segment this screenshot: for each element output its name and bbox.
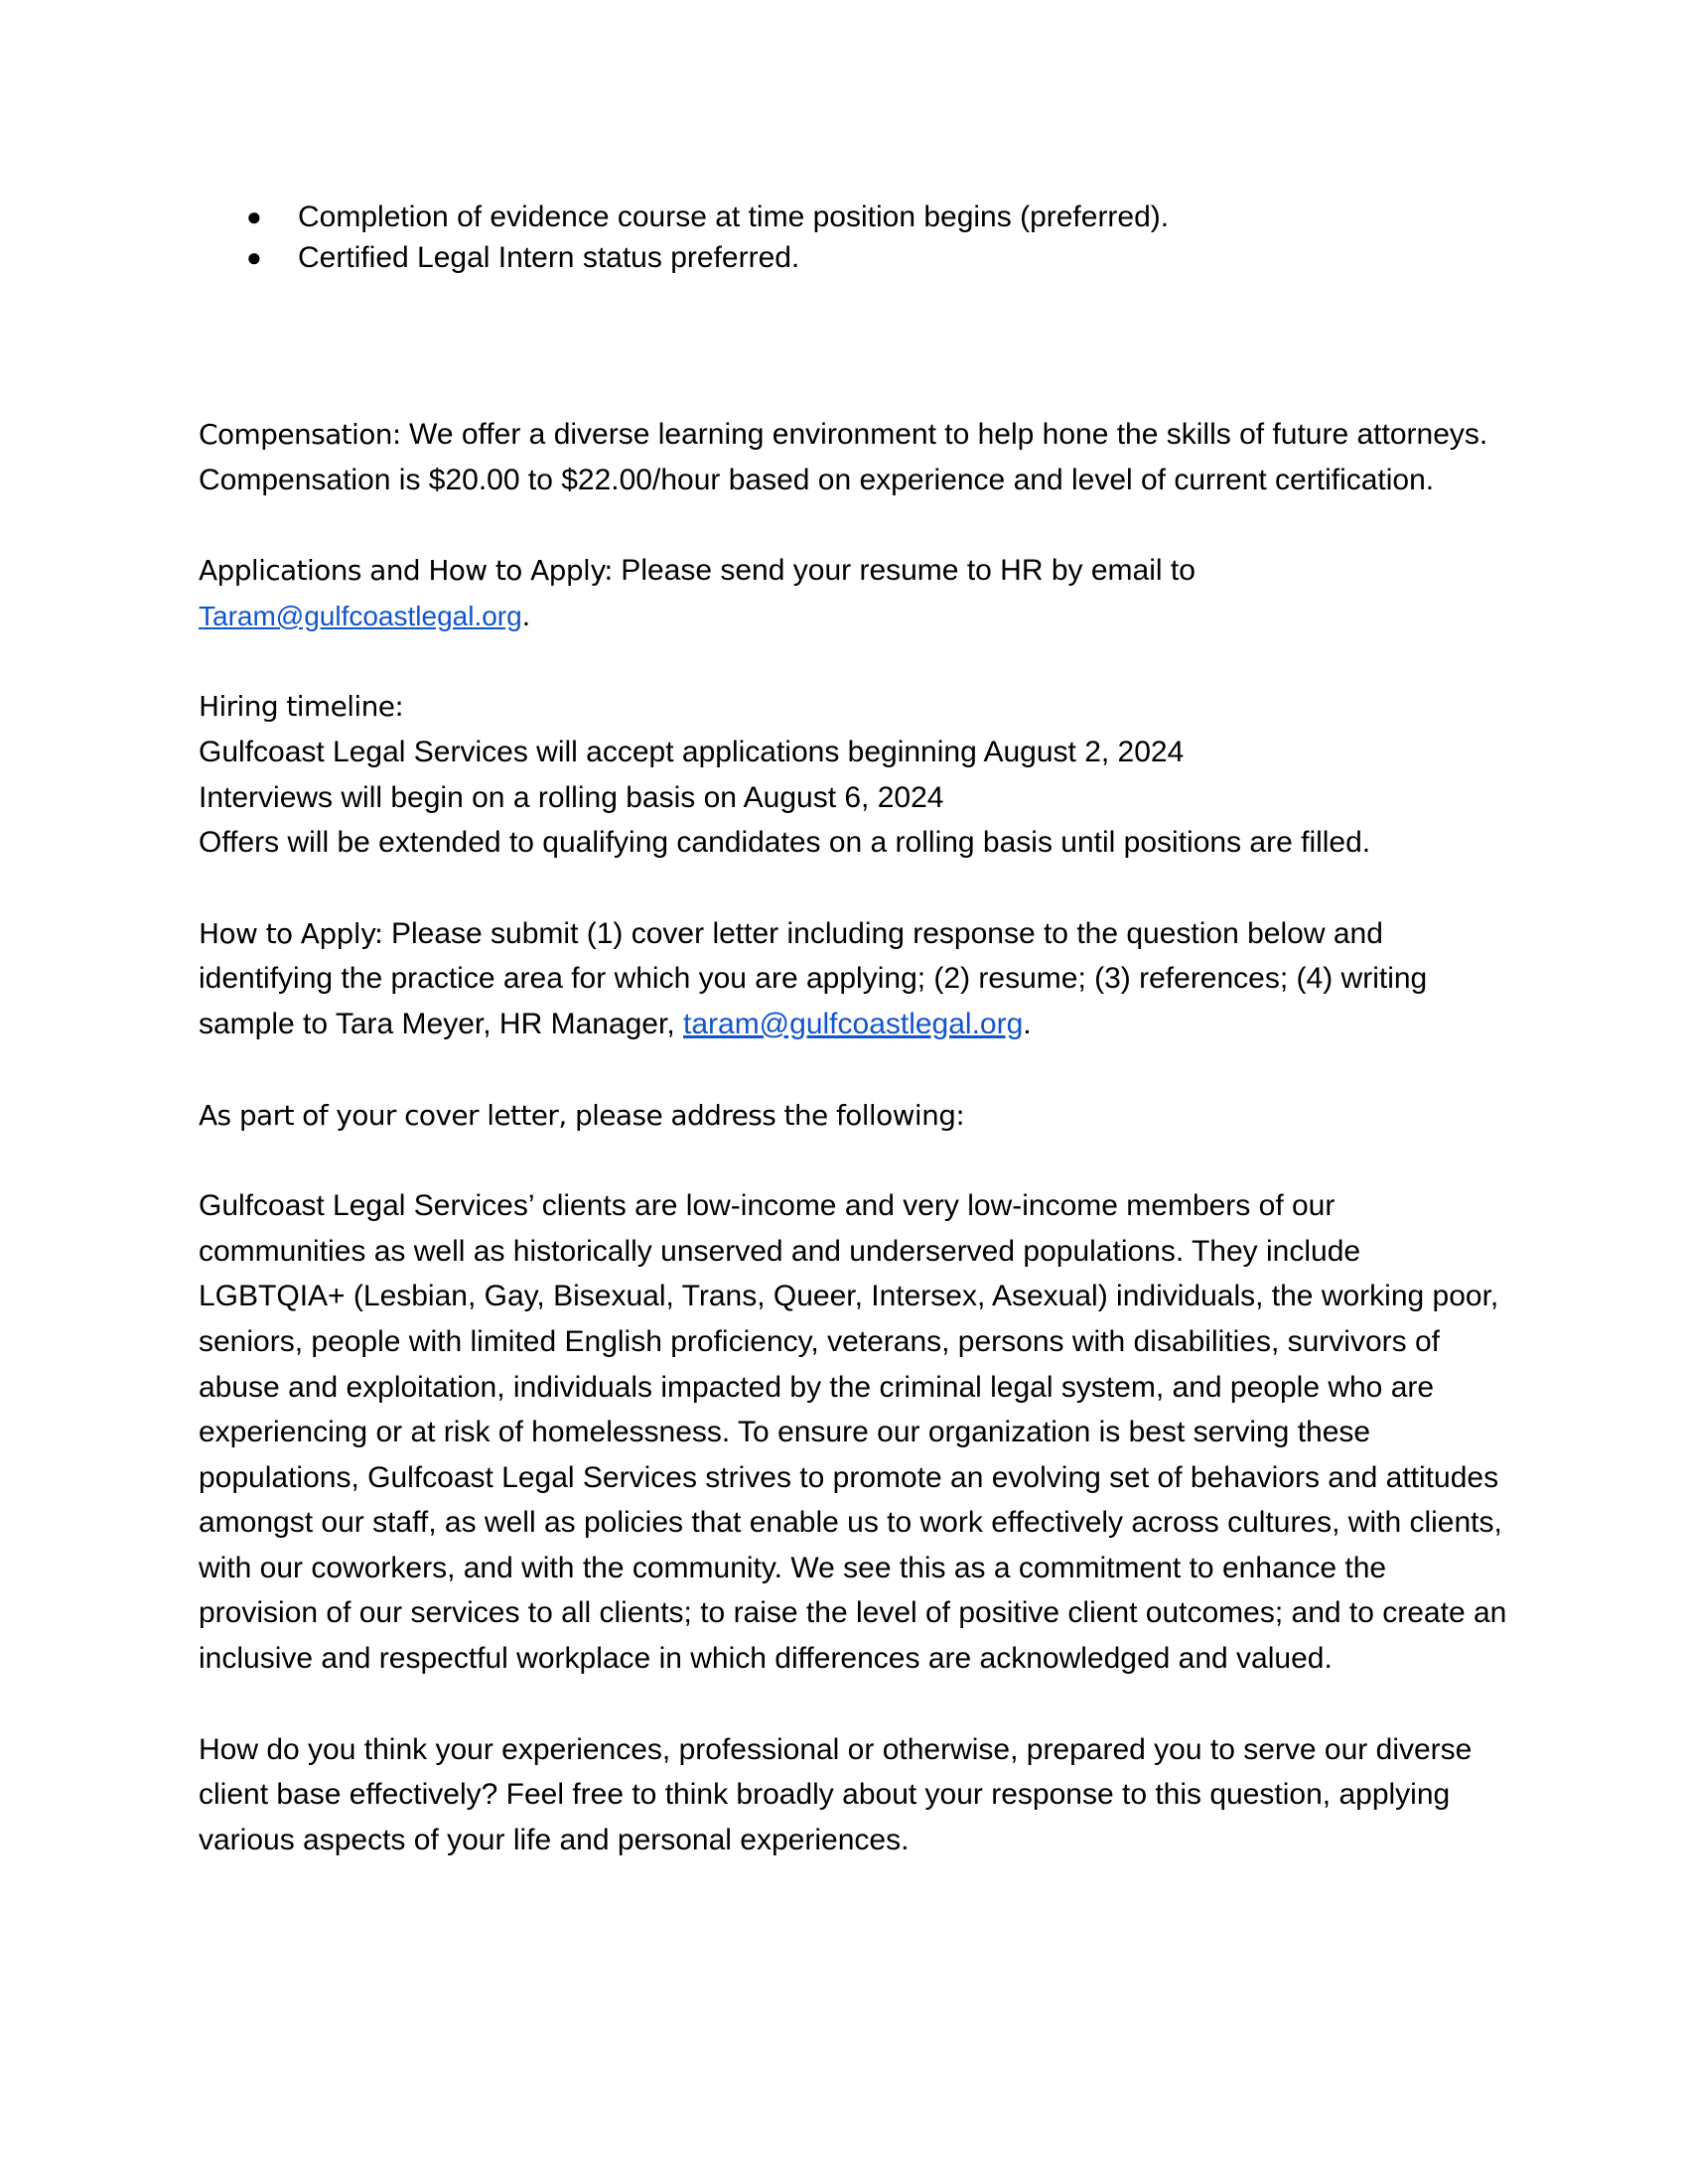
applications-text: Please send your resume to HR by email to xyxy=(612,554,1196,588)
applications-paragraph xyxy=(199,548,1509,638)
bullet-icon: ● xyxy=(246,202,262,231)
how-to-apply-after: . xyxy=(1023,1007,1032,1040)
hr-email-link[interactable]: Taram@gulfcoastlegal.org xyxy=(199,600,522,631)
list-item xyxy=(246,197,1509,237)
how-to-apply-label: How to Apply: xyxy=(199,916,383,950)
compensation-text: We offer a diverse learning environment to help hone the skills of future attorneys. Compensation is $20.00 to $22.00/hour based on experience and level of current certification. xyxy=(199,418,1488,496)
question-paragraph: How do you think your experiences, professional or otherwise, prepared you to serve our diverse client base effectively? Feel free to think broadly about your response to this question, applying various aspects of your life and personal experiences. xyxy=(199,1732,1473,1856)
how-to-apply-text: Please submit (1) cover letter including response to the question below and identifying the practice area for which you are applying; (2) resume; (3) references; (4) writing sample to Tara Meyer, HR Manager, xyxy=(199,916,1428,1040)
applications-after: . xyxy=(521,599,531,632)
timeline-label: Hiring timeline: xyxy=(199,690,404,724)
document-body xyxy=(199,197,1509,1862)
requirements-list xyxy=(246,197,1509,278)
list-item xyxy=(246,237,1509,278)
applications-label: Applications and How to Apply: xyxy=(199,554,613,588)
compensation-paragraph xyxy=(199,412,1509,502)
timeline-paragraph xyxy=(199,684,1509,865)
list-item-text: Certified Legal Intern status preferred. xyxy=(298,241,800,274)
tara-email-link[interactable]: taram@gulfcoastlegal.org xyxy=(683,1007,1024,1040)
compensation-label: Compensation: xyxy=(199,418,401,451)
list-item-text: Completion of evidence course at time position begins (preferred). xyxy=(298,201,1170,233)
cover-letter-heading: As part of your cover letter, please address the following: xyxy=(199,1098,965,1132)
timeline-line: Gulfcoast Legal Services will accept applications beginning August 2, 2024 xyxy=(199,735,1185,768)
timeline-line: Interviews will begin on a rolling basis on August 6, 2024 xyxy=(199,780,944,814)
how-to-apply-paragraph xyxy=(199,911,1509,1047)
bullet-icon: ● xyxy=(246,242,262,272)
clients-paragraph: Gulfcoast Legal Services’ clients are low-income and very low-income members of our communities as well as historically unserved and underserved populations. They include LGBTQIA+ (Lesbian, Gay, Bisexual, Trans, Queer, Intersex, Asexual) individuals, the working poor, seniors, people with limited English proficiency, veterans, persons with disabilities, survivors of abuse and exploitation, individuals impacted by the criminal legal system, and people who are experiencing or at risk of homelessness. To ensure our organization is best serving these populations, Gulfcoast Legal Services strives to promote an evolving set of behaviors and attitudes amongst our staff, as well as policies that enable us to work effectively across cultures, with clients, with our coworkers, and with the community. We see this as a commitment to enhance the provision of our services to all clients; to raise the level of positive client outcomes; and to create an inclusive and respectful workplace in which differences are acknowledged and valued. xyxy=(199,1189,1507,1676)
timeline-line: Offers will be extended to qualifying candidates on a rolling basis until positions are filled. xyxy=(199,826,1371,860)
